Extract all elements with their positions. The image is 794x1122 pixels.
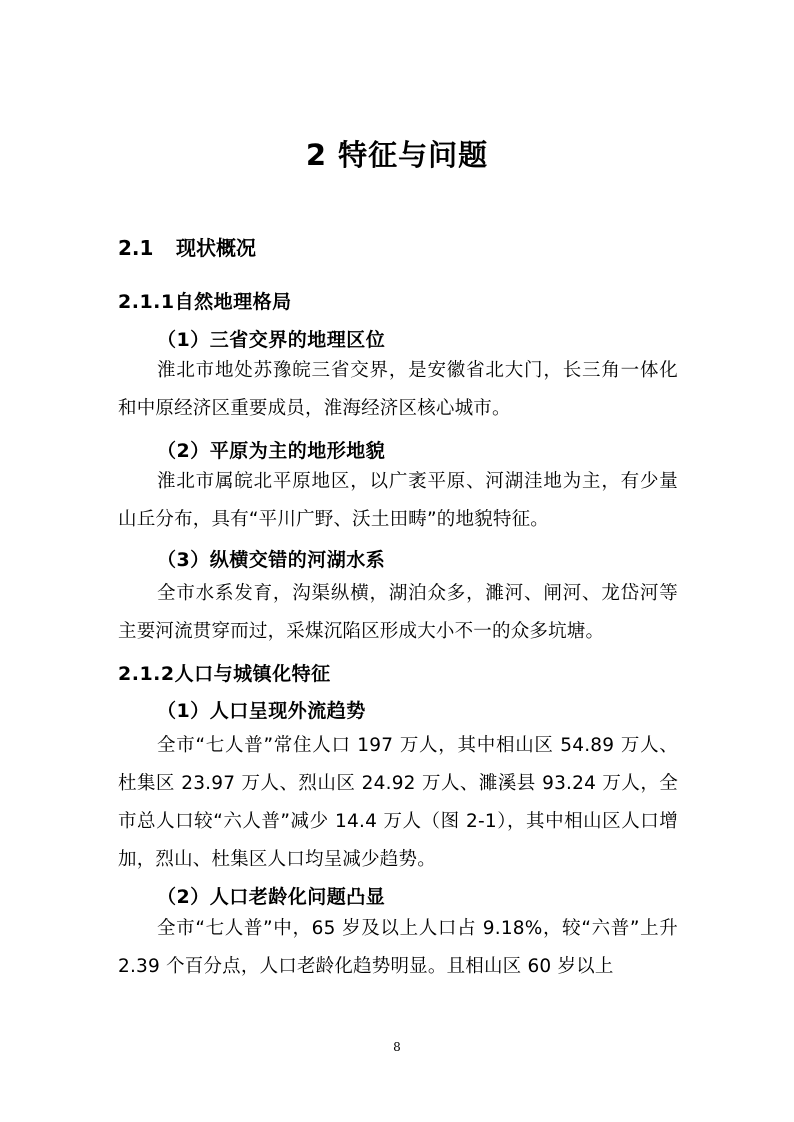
subsection-heading: 2.1.1自然地理格局 xyxy=(118,291,292,313)
section-heading xyxy=(118,232,256,261)
paragraph: 全市“七人普”中，65 岁及以上人口占 9.18%，较“六普”上升 2.39 个百分点，人口老龄化趋势明显。且相山区 60 岁以上 xyxy=(118,918,678,977)
item-heading: （1）三省交界的地理区位 xyxy=(157,329,386,351)
paragraph: 淮北市属皖北平原地区，以广袤平原、河湖洼地为主，有少量山丘分布，具有“平川广野、沃土田畴”的地貌特征。 xyxy=(118,471,678,530)
section-number: 2.1 xyxy=(118,236,154,260)
chapter-title: 2 特征与问题 xyxy=(305,138,489,172)
page-number: 8 xyxy=(393,1040,401,1054)
item-heading: （3）纵横交错的河湖水系 xyxy=(157,549,386,571)
item-heading: （2）人口老龄化问题凸显 xyxy=(157,886,386,908)
section-title: 现状概况 xyxy=(176,236,256,260)
paragraph: 全市水系发育，沟渠纵横，湖泊众多，濉河、闸河、龙岱河等主要河流贯穿而过，采煤沉陷区形成大小不一的众多坑塘。 xyxy=(118,583,678,642)
item-heading: （2）平原为主的地形地貌 xyxy=(157,440,386,462)
item-heading: （1）人口呈现外流趋势 xyxy=(157,700,366,722)
paragraph: 淮北市地处苏豫皖三省交界，是安徽省北大门，长三角一体化和中原经济区重要成员，淮海经济区核心城市。 xyxy=(118,360,678,419)
subsection-heading: 2.1.2人口与城镇化特征 xyxy=(118,663,331,685)
paragraph: 全市“七人普”常住人口 197 万人，其中相山区 54.89 万人、杜集区 23.97 万人、烈山区 24.92 万人、濉溪县 93.24 万人，全市总人口较“六人普”减少 14.4 万人（图 2-1），其中相山区人口增加，烈山、杜集区人口均呈减少趋势。 xyxy=(118,735,678,870)
